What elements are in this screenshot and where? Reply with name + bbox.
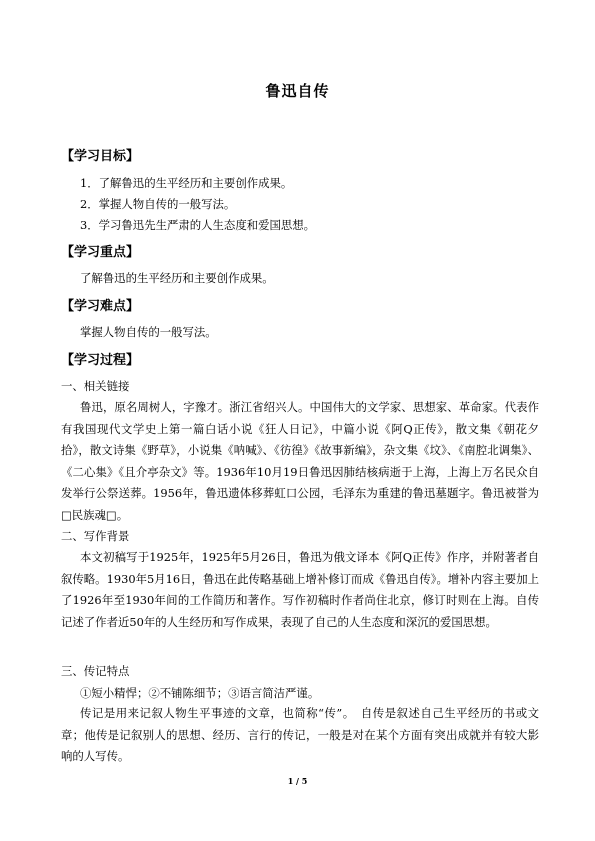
- process-heading: 【学习过程】: [61, 353, 140, 368]
- section-3-points: ①短小精悍；②不铺陈细节；③语言简洁严谨。: [80, 686, 320, 700]
- section-1-title: 一、相关链接: [61, 379, 130, 393]
- goal-item-3: 3．学习鲁迅先生严肃的人生态度和爱国思想。: [80, 218, 316, 232]
- difficulty-text: 掌握人物自传的一般写法。: [80, 325, 217, 339]
- key-heading: 【学习重点】: [61, 245, 140, 260]
- key-text: 了解鲁迅的生平经历和主要创作成果。: [80, 271, 274, 285]
- section-3-title: 三、传记特点: [61, 664, 130, 678]
- section-2-paragraph: 本文初稿写于1925年，1925年5月26日，鲁迅为俄文译本《阿Q正传》作序，并附著者自叙传略。1930年5月16日，鲁迅在此传略基础上增补修订而成《鲁迅自传》。增补内容主要加上了1926年至1930年间的工作简历和著作。写作初稿时作者尚住北京，修订时则在上海。自传记述了作者近50年的人生经历和写作成果，表现了自己的人生态度和深沉的爱国思想。: [61, 550, 539, 629]
- goal-item-2: 2．掌握人物自传的一般写法。: [80, 197, 236, 211]
- section-2-title: 二、写作背景: [61, 529, 130, 543]
- goals-heading: 【学习目标】: [61, 149, 140, 164]
- section-3-paragraph: 传记是用来记叙人物生平事迹的文章，也简称“传”。 自传是叙述自己生平经历的书或文章；他传是记叙别人的思想、经历、言行的传记，一般是对在某个方面有突出成就并有较大影响的人写传。: [61, 706, 539, 763]
- section-1-paragraph: 鲁迅，原名周树人，字豫才。浙江省绍兴人。中国伟大的文学家、思想家、革命家。代表作有我国现代文学史上第一篇白话小说《狂人日记》，中篇小说《阿Q正传》，散文集《朝花夕拾》，散文诗集《野草》，小说集《呐喊》、《彷徨》《故事新编》，杂文集《坟》、《南腔北调集》、《二心集》《且介亭杂文》等。1936年10月19日鲁迅因肺结核病逝于上海，上海上万名民众自发举行公祭送葬。1956年，鲁迅遗体移葬虹口公园，毛泽东为重建的鲁迅墓题字。鲁迅被誉为□民族魂□。: [61, 400, 539, 522]
- goal-item-1: 1．了解鲁迅的生平经历和主要创作成果。: [80, 176, 293, 190]
- page-number: 1 / 5: [287, 776, 308, 786]
- document-title: 鲁迅自传: [265, 82, 330, 100]
- difficulty-heading: 【学习难点】: [61, 299, 140, 314]
